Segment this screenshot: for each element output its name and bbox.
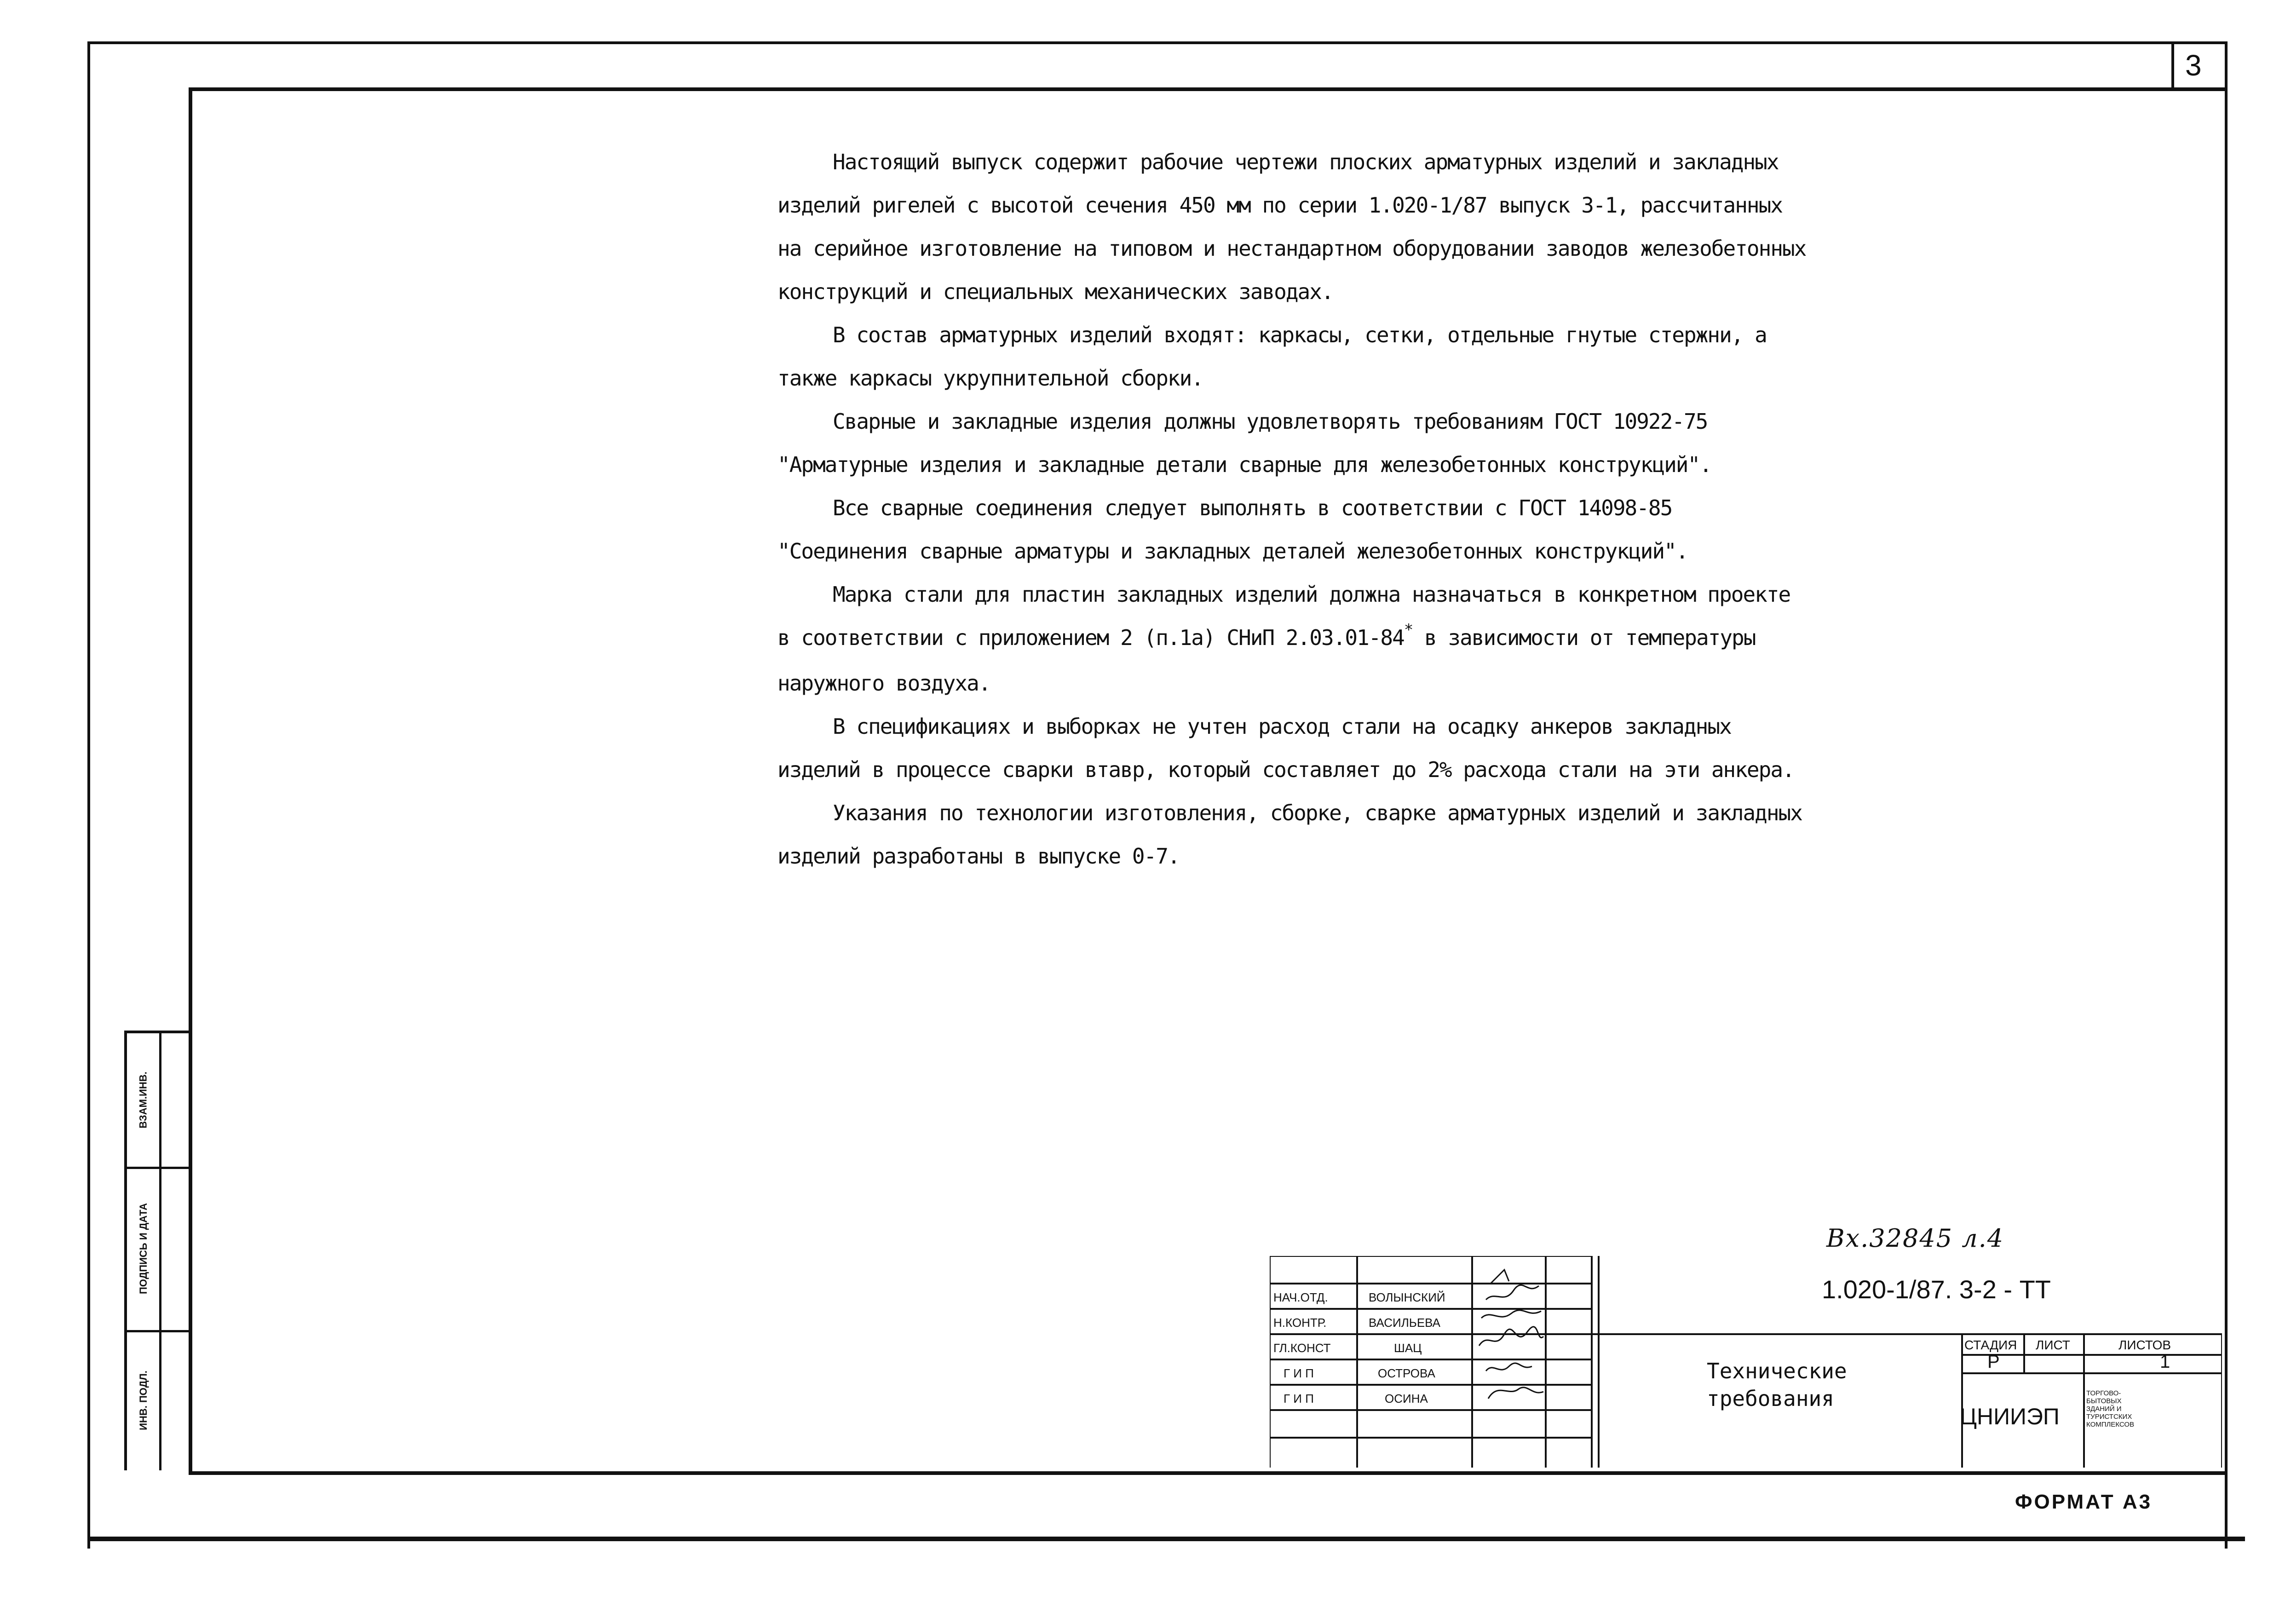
format-label: ФОРМАТ А3 (2015, 1491, 2153, 1513)
organization-note: ТОРГОВО-БЫТОВЫХ ЗДАНИЙ И ТУРИСТСКИХ КОМПЛЕКСОВ (2086, 1389, 2135, 1428)
name-cell: ШАЦ (1394, 1341, 1422, 1355)
body-text (777, 140, 1808, 878)
paragraph-3: Сварные и закладные изделия должны удовлетворять требованиям ГОСТ 10922-75 "Арматурные изделия и закладные детали сварные для железобетонных конструкций". (777, 409, 1711, 477)
signature-5 (1488, 1388, 1543, 1399)
name-cell: ВАСИЛЬЕВА (1369, 1316, 1440, 1330)
paragraph-7: Указания по технологии изготовления, сборке, сварке арматурных изделий и закладных изделий разработаны в выпуске 0-7. (777, 800, 1802, 869)
signature-4 (1486, 1363, 1532, 1371)
paragraph-6: В спецификациях и выборках не учтен расход стали на осадку анкеров закладных изделий в процессе сварки втавр, который составляет до 2% расхода стали на эти анкера. (777, 714, 1794, 782)
side-stamp-divider (159, 1033, 161, 1470)
paragraph-5-text-a: Марка стали для пластин закладных изделий должна назначаться в конкретном проекте в соответствии с приложением 2 (п.1а) СНиП 2.03.01-84 (777, 582, 1790, 650)
role-cell: НАЧ.ОТД. (1273, 1290, 1328, 1304)
sheet-header: ЛИСТ (2036, 1338, 2070, 1352)
sheet-number: 3 (2185, 49, 2202, 82)
paragraph-2: В состав арматурных изделий входят: каркасы, сетки, отдельные гнутые стержни, а также каркасы укрупнительной сборки. (777, 322, 1767, 391)
signatures (1477, 1258, 1546, 1410)
role-cell: Г И П (1284, 1392, 1314, 1405)
title-block (1270, 1256, 2222, 1468)
paragraph-5 (777, 573, 1808, 705)
sheets-total-value: 1 (2160, 1352, 2170, 1372)
name-cell: ОСТРОВА (1378, 1366, 1435, 1380)
signature-1 (1486, 1285, 1539, 1300)
inventory-note: Вх.32845 л.4 (1826, 1224, 2004, 1253)
bottom-rule (87, 1537, 2245, 1541)
side-label-inv-replace: ВЗАМ.ИНВ. (138, 1071, 149, 1129)
side-label-inv-orig: ИНВ. ПОДЛ. (138, 1370, 150, 1430)
paragraph-5-text-b: в зависимости от температуры наружного воздуха. (777, 625, 1756, 696)
name-cell: ОСИНА (1385, 1392, 1428, 1405)
sheets-header: ЛИСТОВ (2118, 1338, 2171, 1352)
paragraph-1: Настоящий выпуск содержит рабочие чертежи плоских арматурных изделий и закладных изделий ригелей с высотой сечения 450 мм по серии 1.020-1/87 выпуск 3-1, рассчитанных на серийное изготовление на типовом и нестандартном оборудовании заводов железобетонных конструкций и специальных механических заводах. (777, 150, 1806, 304)
stage-header: СТАДИЯ (1964, 1338, 2017, 1352)
signature-3 (1479, 1327, 1543, 1346)
organization: ЦНИИЭП (1960, 1404, 2060, 1429)
paragraph-4: Все сварные соединения следует выполнять в соответствии с ГОСТ 14098-85 "Соединения сварные арматуры и закладных деталей железобетонных конструкций". (777, 495, 1688, 564)
document-title: Технические требования (1707, 1359, 1847, 1411)
stage-value: Р (1987, 1352, 2000, 1372)
footnote-mark: * (1404, 621, 1413, 639)
designation: 1.020-1/87. 3-2 - ТТ (1822, 1275, 2051, 1304)
role-cell: ГЛ.КОНСТ (1273, 1341, 1331, 1355)
role-cell: Г И П (1284, 1366, 1314, 1380)
role-cell: Н.КОНТР. (1273, 1316, 1327, 1330)
name-cell: ВОЛЫНСКИЙ (1369, 1290, 1445, 1304)
side-label-sign-date: ПОДПИСЬ И ДАТА (138, 1203, 150, 1294)
signature-2 (1481, 1310, 1541, 1318)
side-stamp (124, 1031, 191, 1470)
